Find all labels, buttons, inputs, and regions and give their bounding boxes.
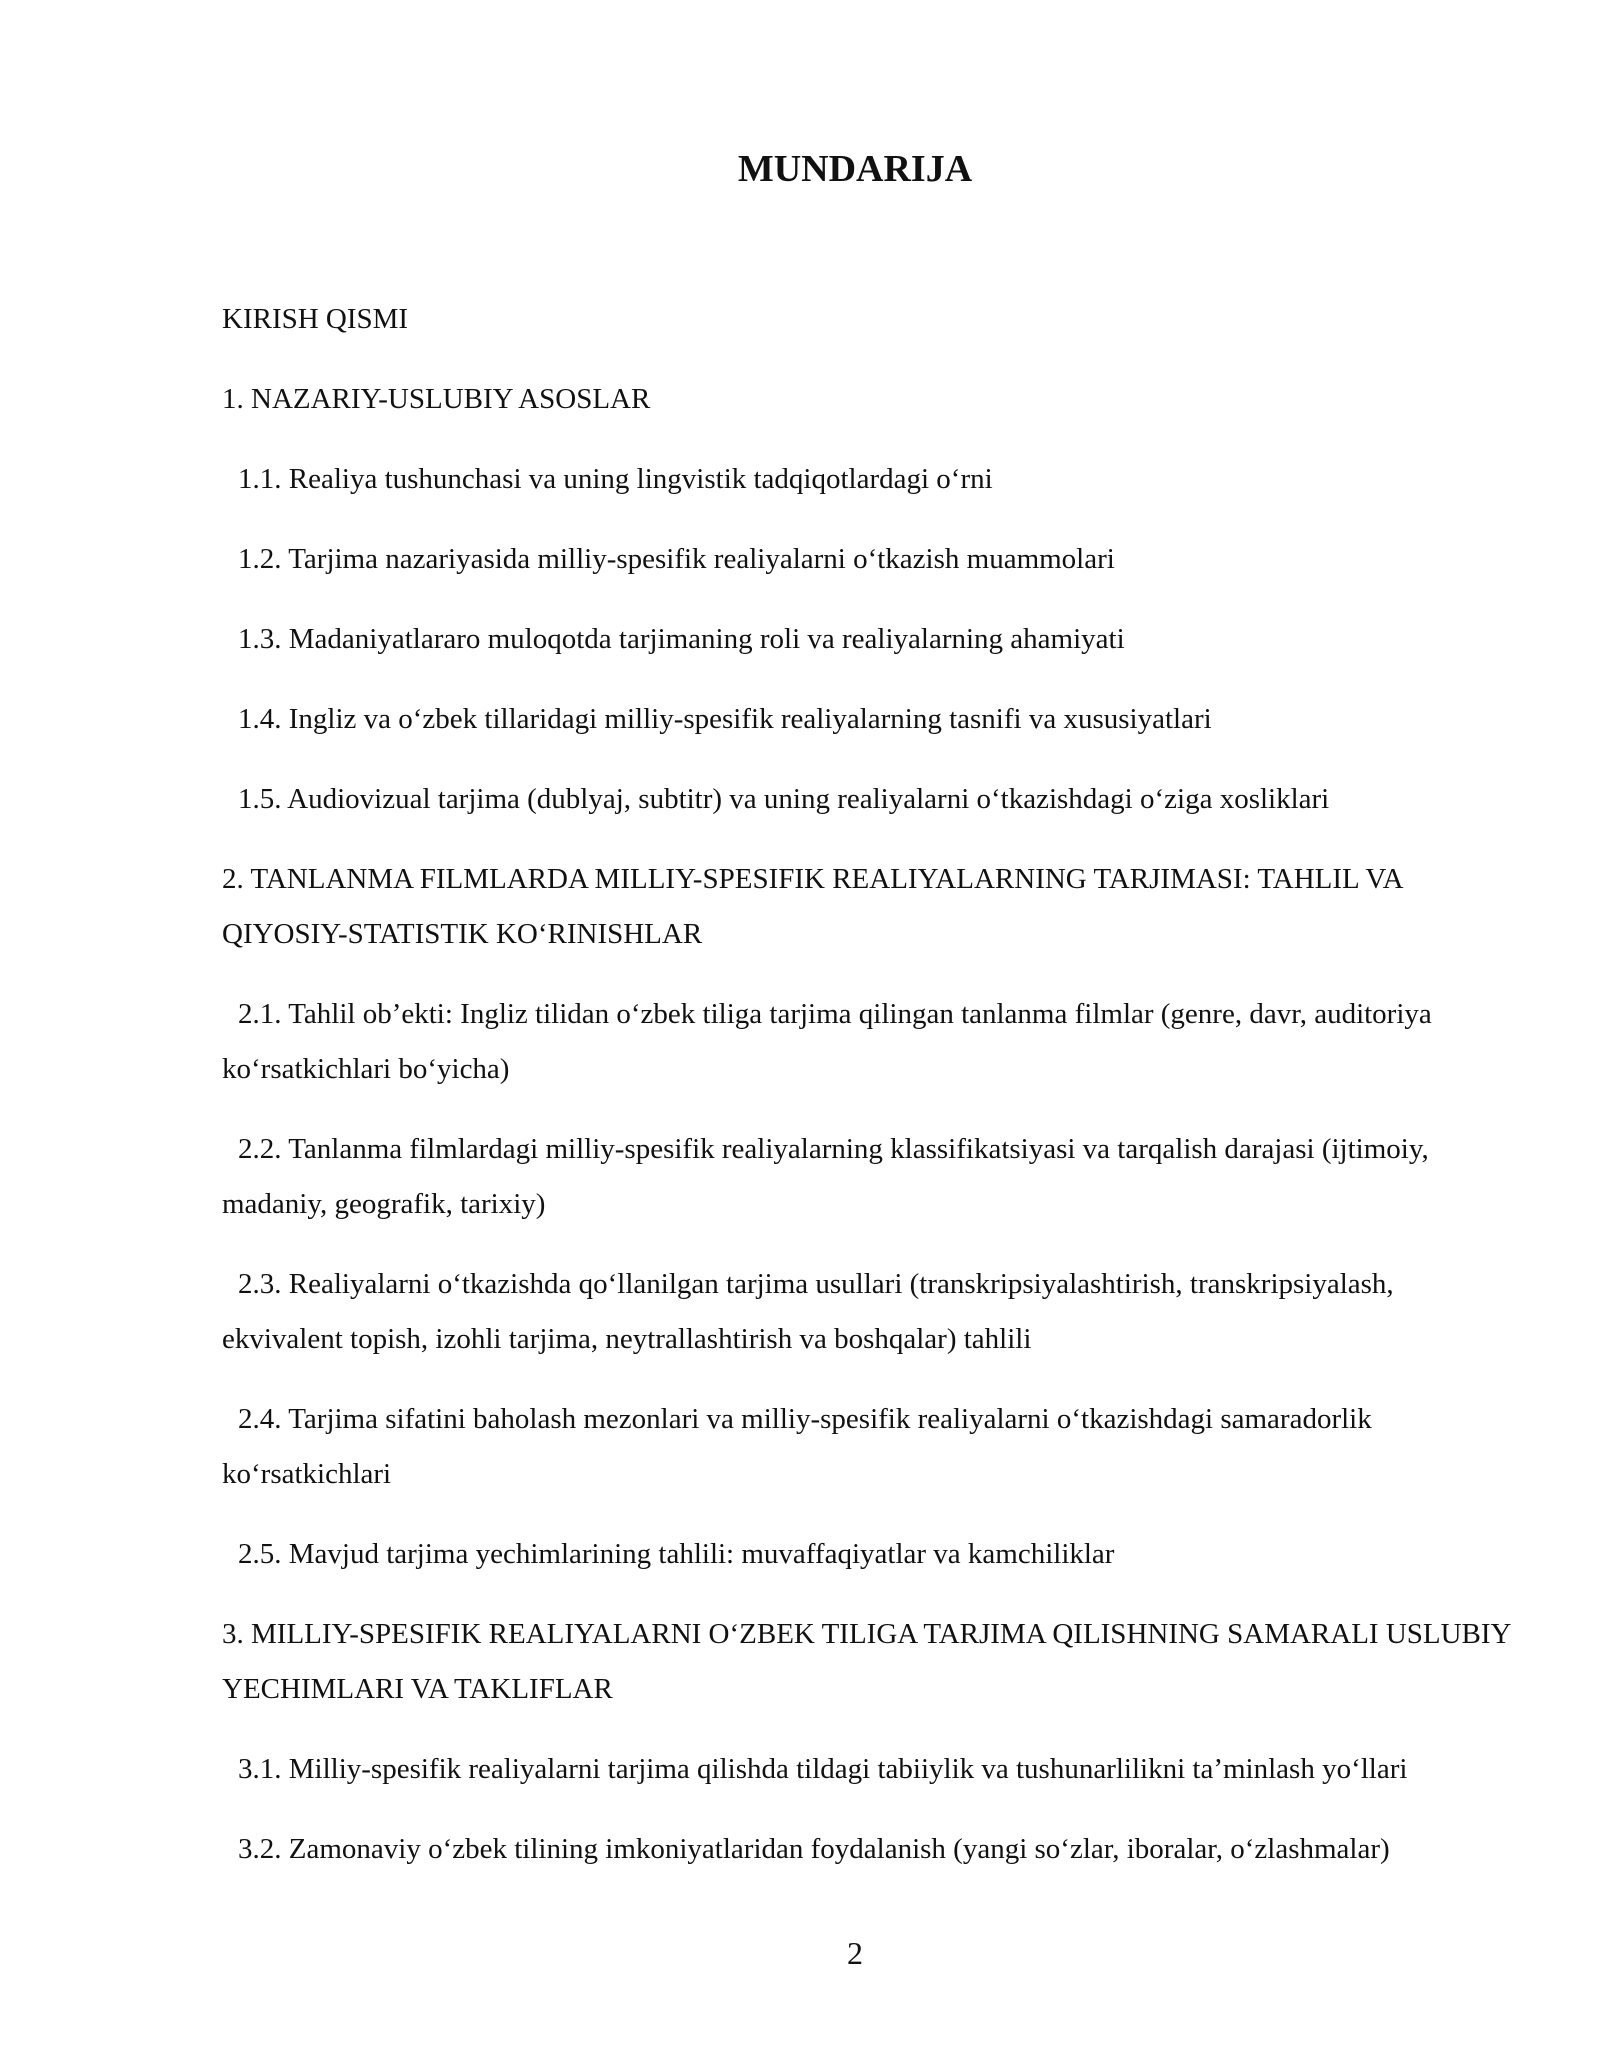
page-number: 2 (847, 1935, 863, 1971)
toc-entry: 2.2. Tanlanma filmlardagi milliy-spesifik realiyalarning klassifikatsiyasi va tarqalish darajasi (ijtimoiy, madaniy, geografik, tarixiy) (222, 1133, 1429, 1220)
toc-entry: 3.1. Milliy-spesifik realiyalarni tarjima qilishda tildagi tabiiylik va tushunarlilikni ta’minlash yo‘llari (238, 1753, 1408, 1785)
toc-entry: 2.3. Realiyalarni o‘tkazishda qo‘llanilgan tarjima usullari (transkripsiyalashtirish, transkripsiyalash, ekvivalent topish, izohli tarjima, neytrallashtirish va boshqalar) tahlili (222, 1268, 1394, 1355)
toc-entry: 3. MILLIY-SPESIFIK REALIYALARNI O‘ZBEK TILIGA TARJIMA QILISHNING SAMARALI USLUBIY YECHIMLARI VA TAKLIFLAR (222, 1618, 1511, 1705)
toc-entry: 2.5. Mavjud tarjima yechimlarining tahlili: muvaffaqiyatlar va kamchiliklar (238, 1538, 1115, 1570)
toc-entry: 2. TANLANMA FILMLARDA MILLIY-SPESIFIK REALIYALARNING TARJIMASI: TAHLIL VA QIYOSIY-STATISTIK KO‘RINISHLAR (222, 863, 1402, 950)
toc-entry: 1.1. Realiya tushunchasi va uning lingvistik tadqiqotlardagi o‘rni (238, 463, 993, 495)
toc-entry: 3.2. Zamonaviy o‘zbek tilining imkoniyatlaridan foydalanish (yangi so‘zlar, iboralar, o‘zlashmalar) (238, 1833, 1390, 1865)
toc-entry: 2.4. Tarjima sifatini baholash mezonlari va milliy-spesifik realiyalarni o‘tkazishdagi samaradorlik ko‘rsatkichlari (222, 1403, 1372, 1490)
toc-entry: KIRISH QISMI (222, 303, 409, 335)
toc-entry: 1.2. Tarjima nazariyasida milliy-spesifik realiyalarni o‘tkazish muammolari (238, 543, 1115, 575)
toc-entry: 1. NAZARIY-USLUBIY ASOSLAR (222, 383, 651, 415)
table-of-contents (222, 292, 1517, 1902)
page-title: MUNDARIJA (737, 148, 973, 190)
toc-entry: 1.5. Audiovizual tarjima (dublyaj, subtitr) va uning realiyalarni o‘tkazishdagi o‘ziga xosliklari (238, 783, 1330, 815)
toc-entry: 1.4. Ingliz va o‘zbek tillaridagi milliy-spesifik realiyalarning tasnifi va xususiyatlari (238, 703, 1212, 735)
toc-entry: 2.1. Tahlil ob’ekti: Ingliz tilidan o‘zbek tiliga tarjima qilingan tanlanma filmlar (genre, davr, auditoriya ko‘rsatkichlari bo‘yicha) (222, 998, 1432, 1085)
toc-entry: 1.3. Madaniyatlararo muloqotda tarjimaning roli va realiyalarning ahamiyati (238, 623, 1125, 655)
